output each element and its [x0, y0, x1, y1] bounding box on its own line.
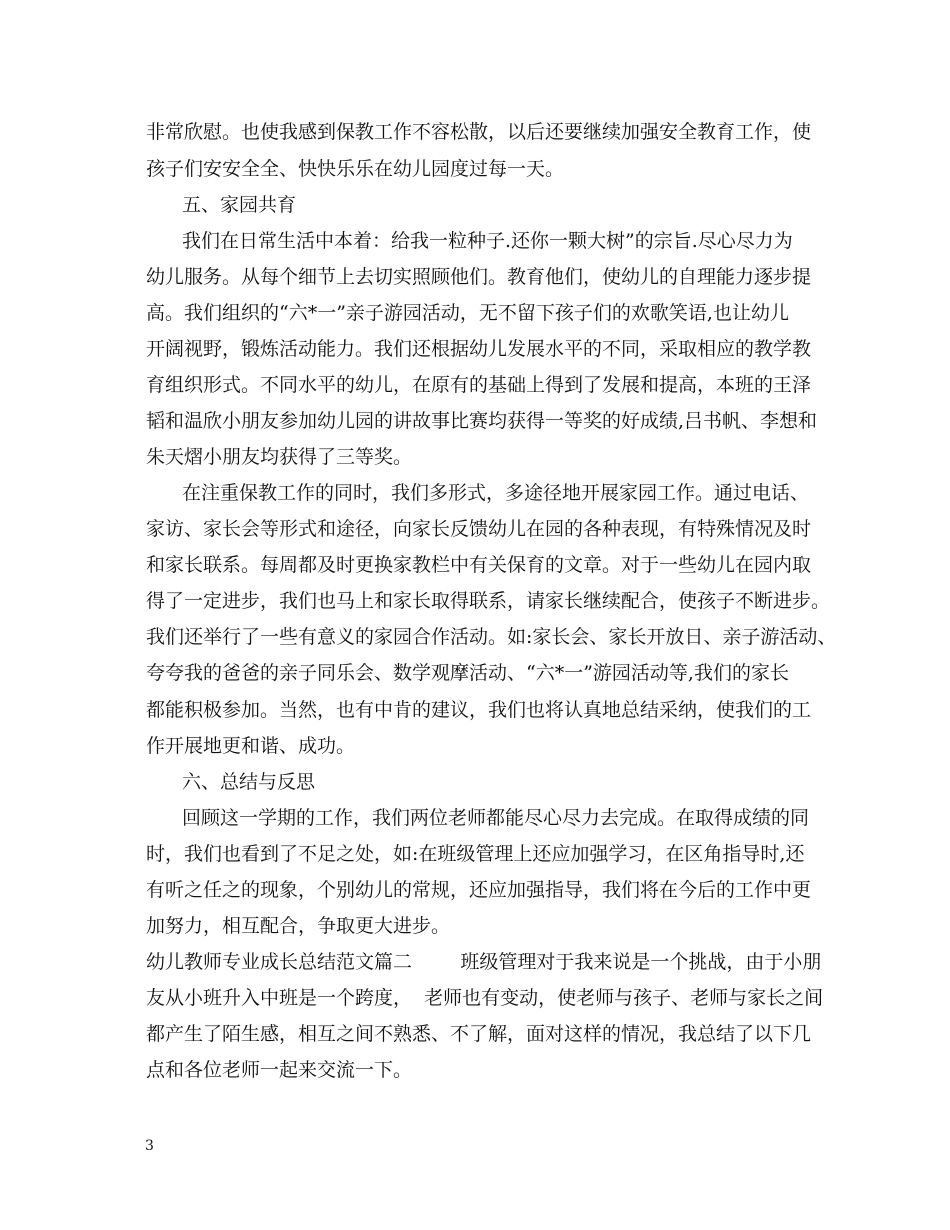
text-line: 幼儿服务。从每个细节上去切实照顾他们。教育他们，使幼儿的自理能力逐步提	[146, 266, 812, 288]
text-line: 得了一定进步，我们也马上和家长取得联系，请家长继续配合，使孩子不断进步。	[146, 590, 831, 612]
text-line: 朱天熠小朋友均获得了三等奖。	[146, 446, 413, 468]
text-line: 时，我们也看到了不足之处，如:在班级管理上还应加强学习，在区角指导时,还	[146, 843, 805, 865]
text-line: 开阔视野，锻炼活动能力。我们还根据幼儿发展水平的不同，采取相应的教学教	[146, 338, 812, 360]
section-heading: 五、家园共育	[182, 194, 297, 216]
text-line: 我们还举行了一些有意义的家园合作活动。如:家长会、家长开放日、亲子游活动、	[146, 626, 837, 648]
text-line: 回顾这一学期的工作，我们两位老师都能尽心尽力去完成。在取得成绩的同	[182, 807, 810, 829]
text-line: 韬和温欣小朋友参加幼儿园的讲故事比赛均获得一等奖的好成绩,吕书帆、李想和	[146, 410, 818, 432]
text-line: 家访、家长会等形式和途径，向家长反馈幼儿在园的各种表现，有特殊情况及时	[146, 518, 812, 540]
text-line: 都能积极参加。当然，也有中肯的建议，我们也将认真地总结采纳，使我们的工	[146, 699, 812, 721]
text-line: 有听之任之的现象，个别幼儿的常规，还应加强指导，我们将在今后的工作中更	[146, 879, 812, 901]
text-line: 加努力，相互配合，争取更大进步。	[146, 915, 451, 937]
text-line: 友从小班升入中班是一个跨度， 老师也有变动，使老师与孩子、老师与家长之间	[146, 987, 824, 1009]
text-line: 孩子们安安全全、快快乐乐在幼儿园度过每一天。	[146, 158, 565, 180]
text-line: 非常欣慰。也使我感到保教工作不容松散，以后还要继续加强安全教育工作，使	[146, 121, 812, 143]
text-line: 都产生了陌生感，相互之间不熟悉、不了解，面对这样的情况，我总结了以下几	[146, 1023, 812, 1045]
text-line: 幼儿教师专业成长总结范文篇二 班级管理对于我来说是一个挑战，由于小朋	[146, 951, 822, 973]
text-line: 作开展地更和谐、成功。	[146, 735, 356, 757]
text-line: 点和各位老师一起来交流一下。	[146, 1059, 413, 1081]
section-heading: 六、总结与反思	[182, 771, 316, 793]
text-line: 夸夸我的爸爸的亲子同乐会、数学观摩活动、“六*一”游园活动等,我们的家长	[146, 662, 789, 684]
text-line: 和家长联系。每周都及时更换家教栏中有关保育的文章。对于一些幼儿在园内取	[146, 554, 812, 576]
page-number: 3	[145, 1138, 154, 1154]
text-line: 高。我们组织的“六*一”亲子游园活动，无不留下孩子们的欢歌笑语,也让幼儿	[146, 302, 789, 324]
text-line: 我们在日常生活中本着：给我一粒种子.还你一颗大树”的宗旨.尽心尽力为	[182, 230, 793, 252]
text-line: 育组织形式。不同水平的幼儿，在原有的基础上得到了发展和提高，本班的王泽	[146, 374, 812, 396]
text-line: 在注重保教工作的同时，我们多形式，多途径地开展家园工作。通过电话、	[182, 482, 810, 504]
